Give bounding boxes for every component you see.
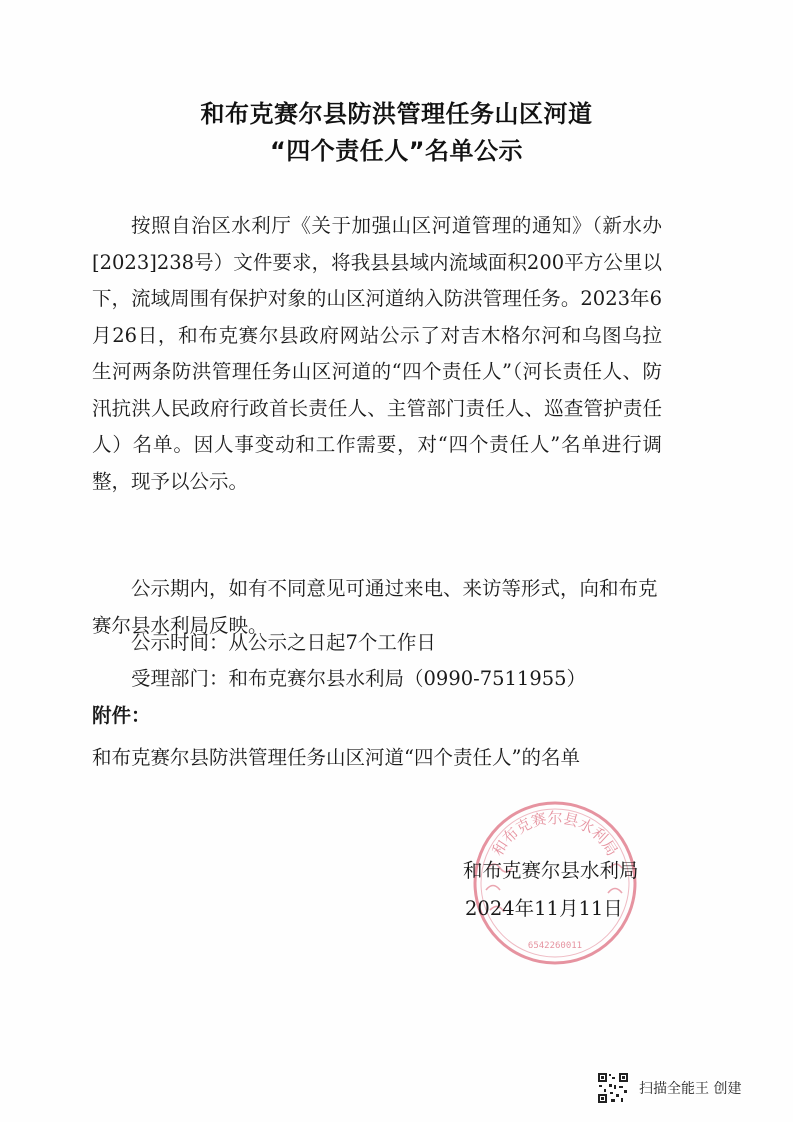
body-paragraph-2: 公示期内，如有不同意见可通过来电、来访等形式，向和布克赛尔县水利局反映。 xyxy=(92,577,658,637)
document-title-line2: “四个责任人”名单公示 xyxy=(269,137,524,165)
signature-date: 2024年11月11日 xyxy=(465,897,623,920)
scanner-watermark xyxy=(597,1070,741,1106)
qr-code-icon xyxy=(597,1072,629,1104)
attachment-label: 附件： xyxy=(92,704,151,727)
accepting-department-line: 受理部门：和布克赛尔县水利局（0990-7511955） xyxy=(131,667,587,690)
attachment-text: 和布克赛尔县防洪管理任务山区河道“四个责任人”的名单 xyxy=(92,746,580,769)
body-paragraph-1: 按照自治区水利厅《关于加强山区河道管理的通知》（新水办[2023]238号）文件要求，将我县县域内流域面积200平方公里以下，流域周围有保护对象的山区河道纳入防洪管理任务。2023年6月26日，和布克赛尔县政府网站公示了对吉木格尔河和乌图乌拉生河两条防洪管理任务山区河道的“四个责任人”（河长责任人、防汛抗洪人民政府行政首长责任人、主管部门责任人、巡查管护责任人）名单。因人事变动和工作需要，对“四个责任人”名单进行调整，现予以公示。 xyxy=(92,214,662,493)
svg-text:6542260011: 6542260011 xyxy=(527,941,583,951)
scanner-watermark-text: 扫描全能王 创建 xyxy=(639,1081,742,1097)
notice-period-line: 公示时间：从公示之日起7个工作日 xyxy=(131,631,436,654)
signature-organization: 和布克赛尔县水利局 xyxy=(463,859,639,882)
svg-text:和布克赛尔县水利局: 和布克赛尔县水利局 xyxy=(488,809,622,860)
document-title-line1: 和布克赛尔县防洪管理任务山区河道 xyxy=(200,100,593,128)
official-seal xyxy=(470,798,640,968)
